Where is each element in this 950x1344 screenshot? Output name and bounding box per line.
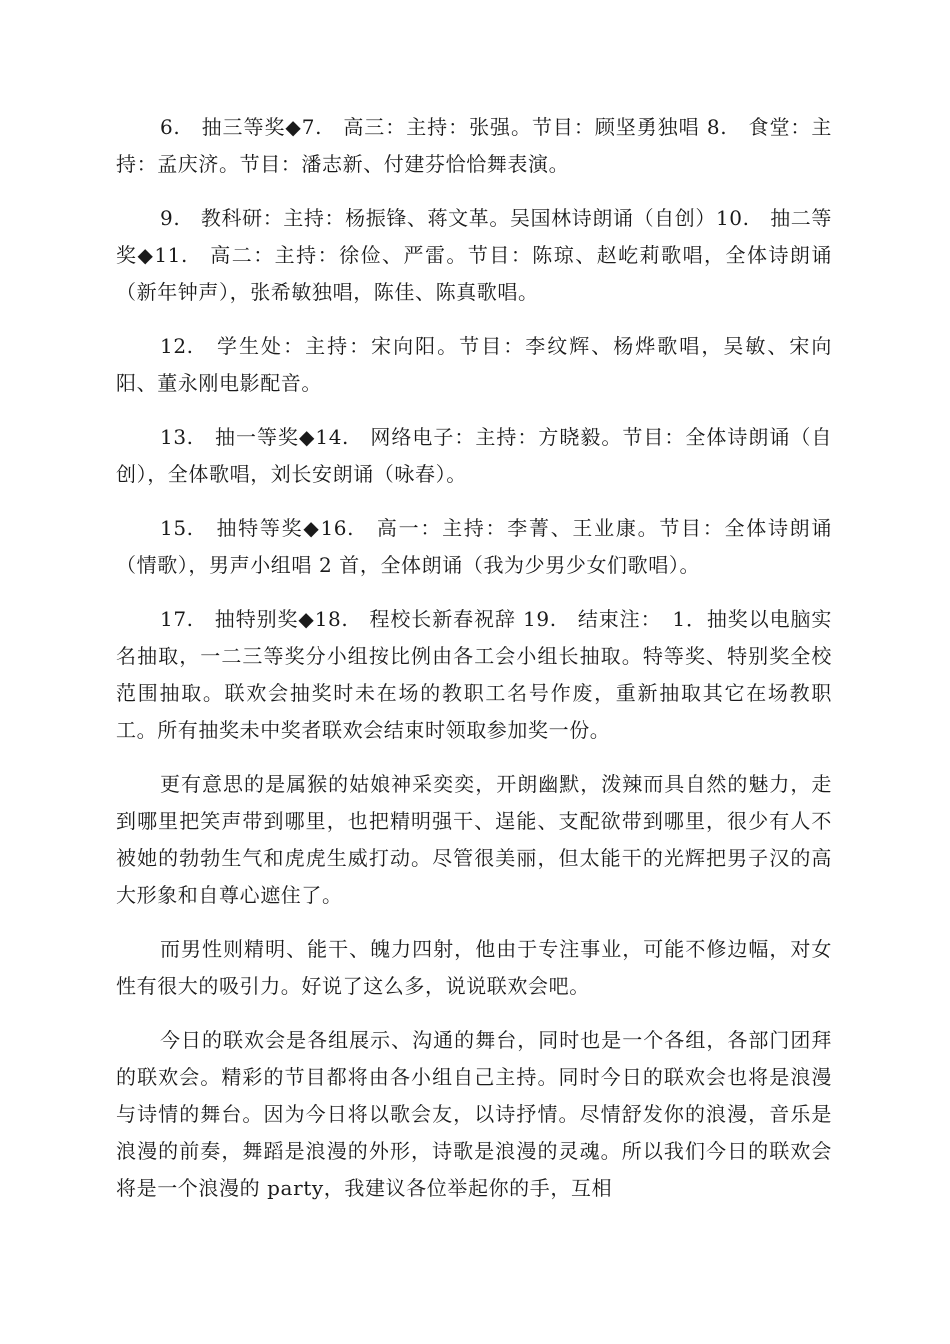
paragraph-7: 更有意思的是属猴的姑娘神采奕奕，开朗幽默，泼辣而具自然的魅力，走到哪里把笑声带到哪里，也把精明强干、逞能、支配欲带到哪里，很少有人不被她的勃勃生气和虎虎生威打动。尽管很美丽，但太能干的光辉把男子汉的高大形象和自尊心遮住了。 <box>116 772 832 907</box>
paragraph-3: 12. 学生处：主持：宋向阳。节目：李纹辉、杨烨歌唱，吴敏、宋向阳、董永刚电影配音。 <box>116 334 832 395</box>
paragraph-5: 15. 抽特等奖◆16. 高一：主持：李菁、王业康。节目：全体诗朗诵（情歌），男声小组唱 2 首，全体朗诵（我为少男少女们歌唱）。 <box>116 516 832 577</box>
paragraph-1: 6. 抽三等奖◆7. 高三：主持：张强。节目：顾坚勇独唱 8. 食堂：主持：孟庆济。节目：潘志新、付建芬恰恰舞表演。 <box>116 115 832 176</box>
paragraph-9: 今日的联欢会是各组展示、沟通的舞台，同时也是一个各组，各部门团拜的联欢会。精彩的节目都将由各小组自己主持。同时今日的联欢会也将是浪漫与诗情的舞台。因为今日将以歌会友，以诗抒情。尽情舒发你的浪漫，音乐是浪漫的前奏，舞蹈是浪漫的外形，诗歌是浪漫的灵魂。所以我们今日的联欢会将是一个浪漫的 party，我建议各位举起你的手，互相 <box>116 1028 832 1200</box>
paragraph-4: 13. 抽一等奖◆14. 网络电子：主持：方晓毅。节目：全体诗朗诵（自创），全体歌唱，刘长安朗诵（咏春）。 <box>116 425 832 486</box>
paragraph-8: 而男性则精明、能干、魄力四射，他由于专注事业，可能不修边幅，对女性有很大的吸引力。好说了这么多，说说联欢会吧。 <box>116 937 832 998</box>
paragraph-2: 9. 教科研：主持：杨振锋、蒋文革。吴国林诗朗诵（自创）10. 抽二等奖◆11. 高二：主持：徐俭、严雷。节目：陈琼、赵屹莉歌唱，全体诗朗诵（新年钟声），张希敏独唱，陈佳、陈真歌唱。 <box>116 206 832 304</box>
document-body <box>116 109 832 1224</box>
paragraph-6: 17. 抽特别奖◆18. 程校长新春祝辞 19. 结束注： 1．抽奖以电脑实名抽取，一二三等奖分小组按比例由各工会小组长抽取。特等奖、特别奖全校范围抽取。联欢会抽奖时未在场的教职工名号作废，重新抽取其它在场教职工。所有抽奖未中奖者联欢会结束时领取参加奖一份。 <box>116 607 832 742</box>
